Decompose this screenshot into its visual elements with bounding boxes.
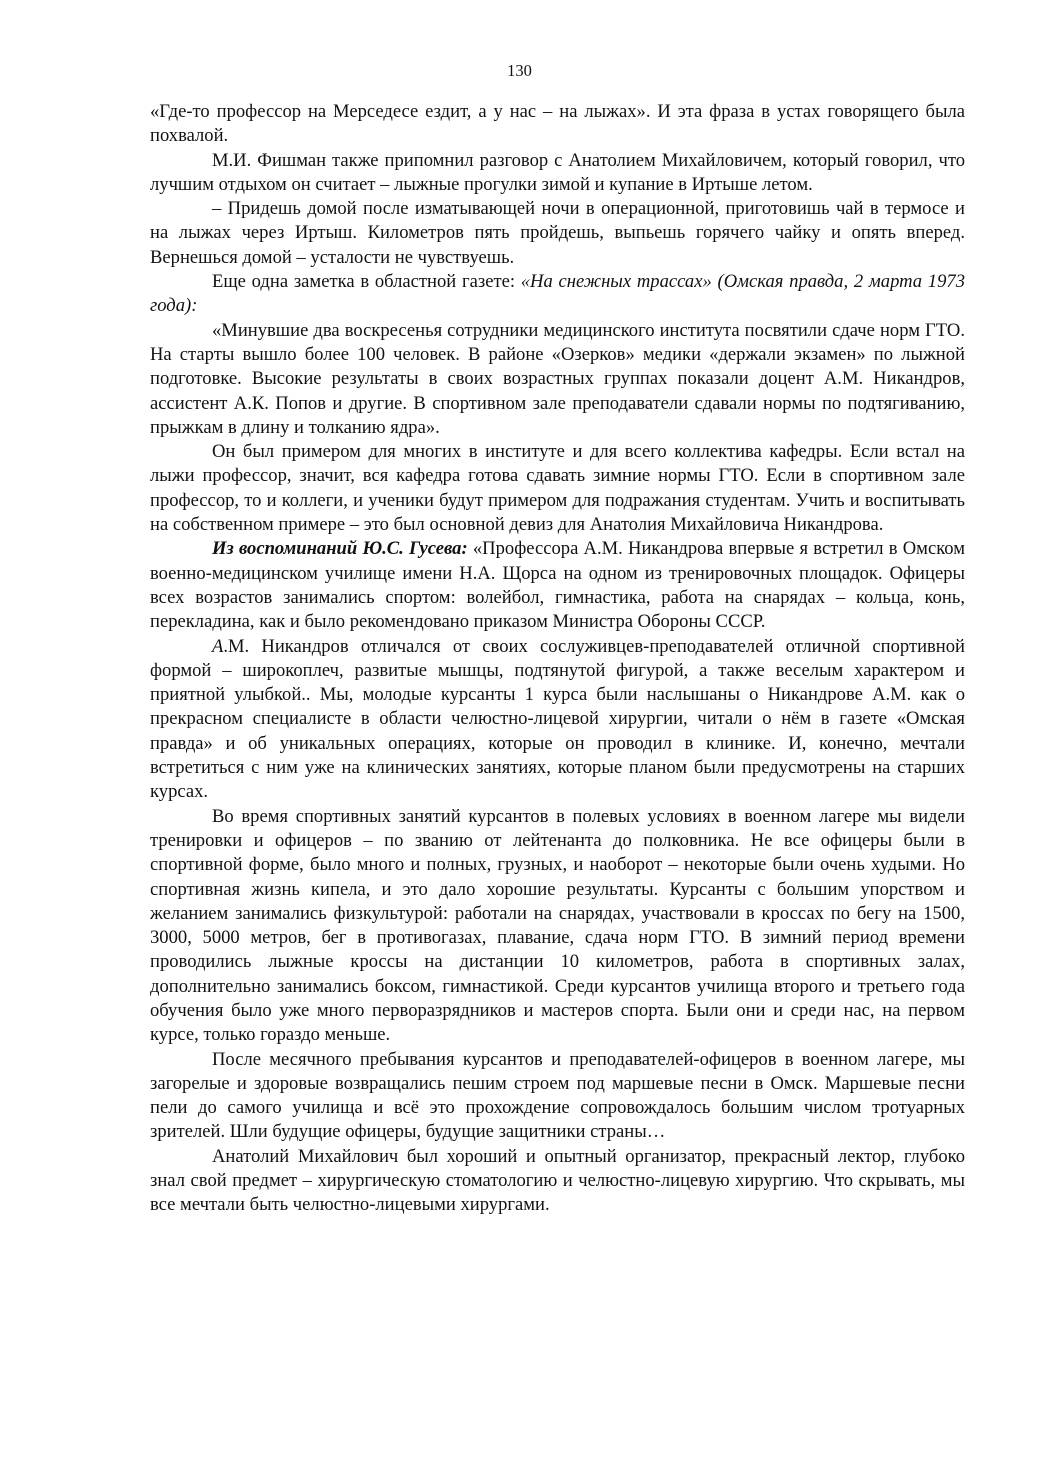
paragraph-nikandrov-form (150, 635, 965, 805)
page-number: 130 (507, 61, 532, 80)
initial-letter: А (212, 635, 224, 657)
newspaper-citation: «На снежных трассах» (Омская правда, 2 марта 1973 года): (150, 271, 965, 317)
body-text (150, 100, 965, 1218)
paragraph-fishman: М.И. Фишман также припомнил разговор с Анатолием Михайловичем, который говорил, что лучшим отдыхом он считает – лыжные прогулки зимой и купание в Иртыше летом. (150, 149, 965, 195)
nikandrov-form-text: .М. Никандров отличался от своих сослуживцев-преподавателей отличной спортивной формой – широкоплеч, развитые мышцы, подтянутой фигурой, а также веселым характером и приятной улыбкой.. Мы, молодые курсанты 1 курса были наслышаны о Никандрове А.М. как о прекрасном специалисте в области челюстно-лицевой хирургии, читали о нём в газете «Омская правда» и об уникальных операциях, которые он проводил в клинике. И, конечно, мечтали встретиться с ним уже на клинических занятиях, которые планом были предусмотрены на старших курсах. (150, 635, 965, 803)
paragraph-gusev-memoir (150, 537, 965, 634)
paragraph-newspaper-note (150, 270, 965, 319)
paragraph-irtysh-skiing: – Придешь домой после изматывающей ночи в операционной, приготовишь чай в термосе и на лыжах через Иртыш. Километров пять пройдешь, выпьешь горячего чайку и опять вперед. Вернешься домой – усталости не чувствуешь. (150, 198, 965, 268)
paragraph-example-for-many: Он был примером для многих в институте и для всего коллектива кафедры. Если встал на лыжи профессор, значит, вся кафедра готова сдавать зимние нормы ГТО. Если в спортивном зале профессор, то и коллеги, и ученики будут примером для подражания студентам. Учить и воспитывать на собственном примере – это был основной девиз для Анатолия Михайловича Никандрова. (150, 441, 965, 536)
paragraph-organizer-lecturer: Анатолий Михайлович был хороший и опытный организатор, прекрасный лектор, глубоко знал свой предмет – хирургическую стоматологию и челюстно-лицевую хирургию. Что скрывать, мы все мечтали быть челюстно-лицевыми хирургами. (150, 1145, 965, 1216)
paragraph-quote-mercedes: «Где-то профессор на Мерседесе ездит, а у нас – на лыжах». И эта фраза в устах говорящего была похвалой. (150, 101, 965, 147)
memoir-text: «Профессора А.М. Никандрова впервые я встретил в Омском военно-медицинском училище имени Н.А. Щорса на одном из тренировочных площадок. Офицеры всех возрастов занимались спортом: волейбол, гимнастика, работа на снарядах – кольца, конь, перекладина, как и было рекомендовано приказом Министра Обороны СССР. (150, 538, 965, 633)
paragraph-march-home: После месячного пребывания курсантов и преподавателей-офицеров в военном лагере, мы загорелые и здоровые возвращались пешим строем под маршевые песни в Омск. Маршевые песни пели до самого училища и всё это прохождение сопровождалось большим числом тротуарных зрителей. Шли будущие офицеры, будущие защитники страны… (150, 1048, 965, 1143)
paragraph-newspaper-quote: «Минувшие два воскресенья сотрудники медицинского института посвятили сдаче норм ГТО. На старты вышло более 100 человек. В районе «Озерков» медики «держали экзамен» по лыжной подготовке. Высокие результаты в своих возрастных группах показали доцент А.М. Никандров, ассистент А.К. Попов и другие. В спортивном зале преподаватели сдавали нормы по подтягиванию, прыжкам в длину и толканию ядра». (150, 319, 965, 438)
memoir-heading: Из воспоминаний Ю.С. Гусева: (212, 538, 468, 560)
newspaper-note-intro: Еще одна заметка в областной газете: (212, 271, 521, 293)
paragraph-field-training: Во время спортивных занятий курсантов в полевых условиях в военном лагере мы видели тренировки и офицеров – по званию от лейтенанта до полковника. Не все офицеры были в спортивной форме, было много и полных, грузных, и наоборот – некоторые были очень худыми. Но спортивная жизнь кипела, и это дало хорошие результаты. Курсанты с большим упорством и желанием занимались физкультурой: работали на снарядах, участвовали в кроссах по бегу на 1500, 3000, 5000 метров, бег в противогазах, плавание, сдача норм ГТО. В зимний период времени проводились лыжные кроссы на дистанции 10 километров, работа в спортивных залах, дополнительно занимались боксом, гимнастикой. Среди курсантов училища второго и третьего года обучения было уже много перворазрядников и мастеров спорта. Были они и среди нас, на первом курсе, только гораздо меньше. (150, 805, 965, 1046)
